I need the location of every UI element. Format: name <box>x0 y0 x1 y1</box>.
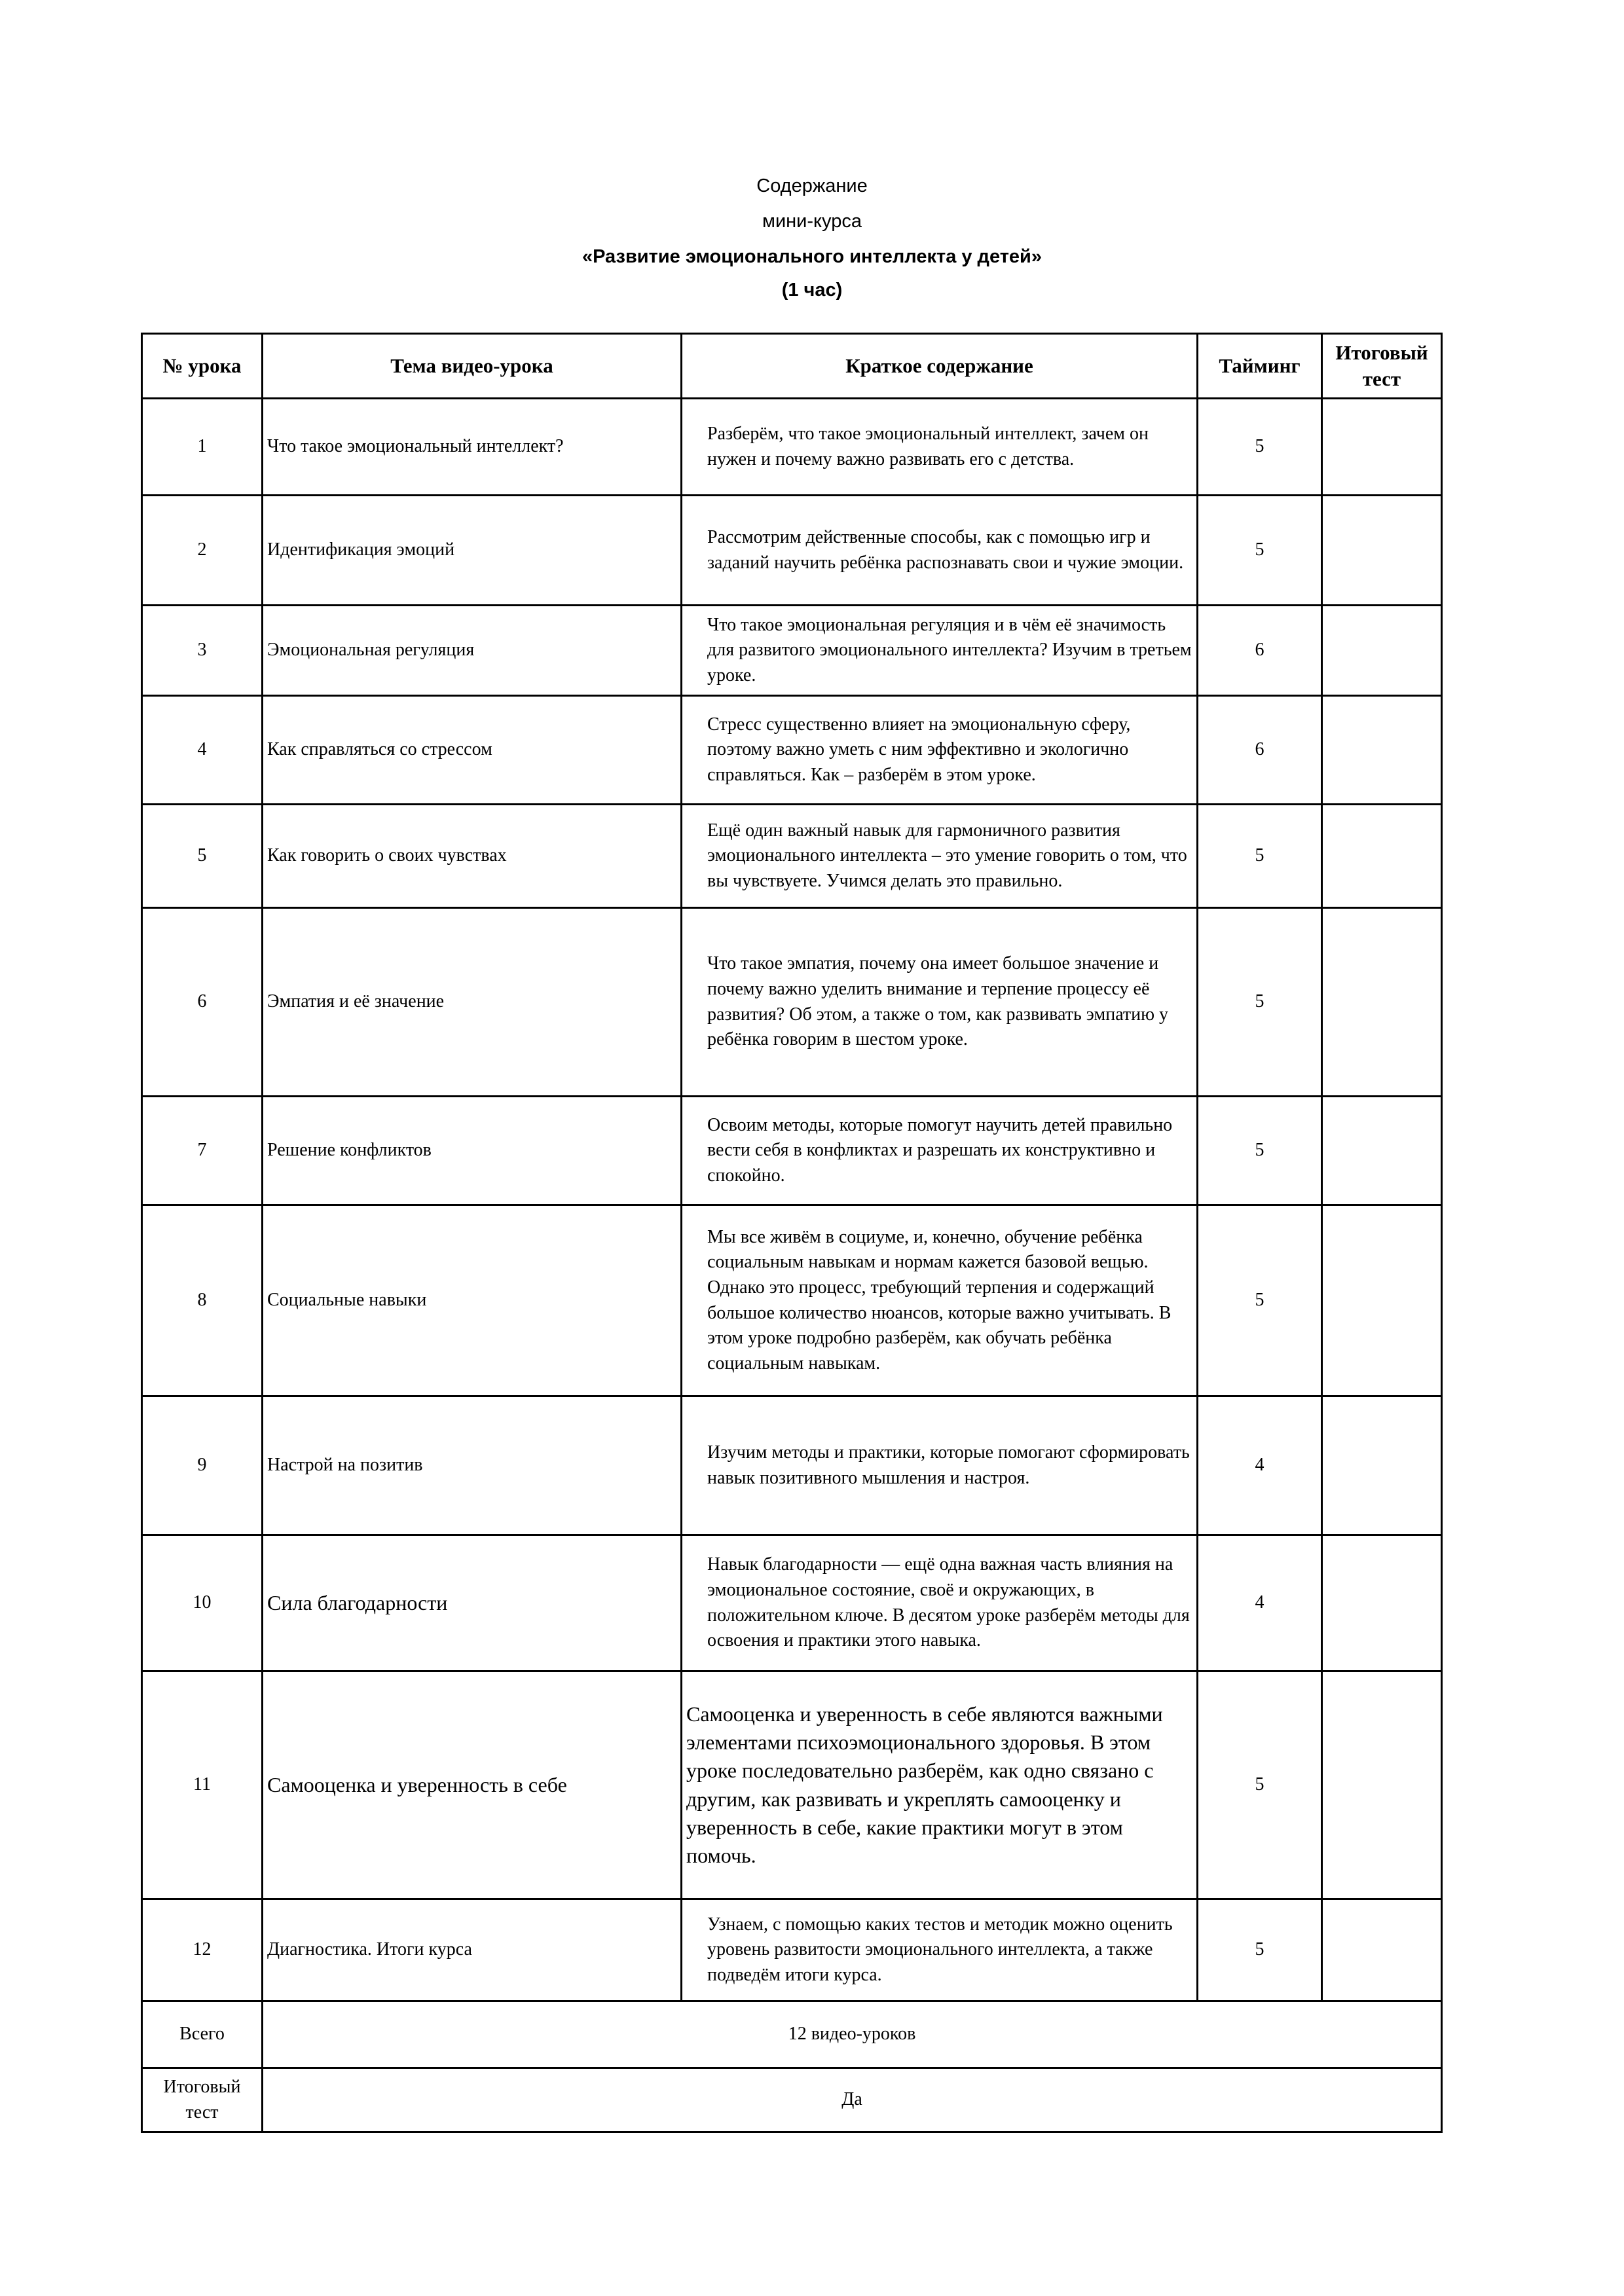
lesson-number: 12 <box>142 1899 263 2001</box>
lesson-final-test <box>1322 606 1442 696</box>
lesson-timing: 5 <box>1198 1097 1322 1205</box>
lesson-topic: Эмоциональная регуляция <box>263 606 682 696</box>
final-test-row <box>142 2068 1442 2132</box>
lesson-number: 11 <box>142 1671 263 1899</box>
lesson-timing: 5 <box>1198 496 1322 606</box>
lesson-description: Разберём, что такое эмоциональный интеллект, зачем он нужен и почему важно развивать его с детства. <box>682 399 1198 496</box>
lesson-description: Стресс существенно влияет на эмоциональную сферу, поэтому важно уметь с ним эффективно и экологично справляться. Как – разберём в этом уроке. <box>682 696 1198 805</box>
lesson-number: 4 <box>142 696 263 805</box>
lesson-topic: Настрой на позитив <box>263 1396 682 1535</box>
lesson-timing: 5 <box>1198 1205 1322 1396</box>
lesson-topic: Как говорить о своих чувствах <box>263 805 682 908</box>
lesson-final-test <box>1322 1396 1442 1535</box>
table-row <box>142 496 1442 606</box>
lesson-final-test <box>1322 696 1442 805</box>
table-row <box>142 696 1442 805</box>
page-title-line-2: мини-курса <box>762 211 862 232</box>
lesson-timing: 6 <box>1198 696 1322 805</box>
lesson-description: Рассмотрим действенные способы, как с помощью игр и заданий научить ребёнка распознавать свои и чужие эмоции. <box>682 496 1198 606</box>
lesson-number: 7 <box>142 1097 263 1205</box>
lesson-topic: Идентификация эмоций <box>263 496 682 606</box>
lesson-number: 6 <box>142 908 263 1097</box>
total-row <box>142 2001 1442 2068</box>
lesson-number: 2 <box>142 496 263 606</box>
course-duration: (1 час) <box>781 280 843 301</box>
lesson-topic: Что такое эмоциональный интеллект? <box>263 399 682 496</box>
table-row <box>142 908 1442 1097</box>
lesson-topic: Как справляться со стрессом <box>263 696 682 805</box>
column-header-number: № урока <box>142 334 263 399</box>
lesson-final-test <box>1322 399 1442 496</box>
lesson-description: Узнаем, с помощью каких тестов и методик можно оценить уровень развитости эмоционального интеллекта, а также подведём итоги курса. <box>682 1899 1198 2001</box>
lesson-timing: 5 <box>1198 1671 1322 1899</box>
lesson-description: Изучим методы и практики, которые помогают сформировать навык позитивного мышления и настроя. <box>682 1396 1198 1535</box>
table-row <box>142 606 1442 696</box>
course-title: «Развитие эмоционального интеллекта у детей» <box>581 246 1043 267</box>
lesson-number: 1 <box>142 399 263 496</box>
lesson-final-test <box>1322 805 1442 908</box>
lesson-number: 8 <box>142 1205 263 1396</box>
lesson-final-test <box>1322 1535 1442 1671</box>
lesson-topic: Эмпатия и её значение <box>263 908 682 1097</box>
lesson-description: Мы все живём в социуме, и, конечно, обучение ребёнка социальным навыкам и нормам кажется базовой вещью. Однако это процесс, требующий терпения и содержащий большое количество нюансов, которые важно учитывать. В этом уроке подробно разберём, как обучать ребёнка социальным навыкам. <box>682 1205 1198 1396</box>
final-test-label: Итоговый тест <box>142 2068 263 2132</box>
total-label: Всего <box>142 2001 263 2068</box>
lesson-timing: 5 <box>1198 1899 1322 2001</box>
lesson-description: Ещё один важный навык для гармоничного развития эмоционального интеллекта – это умение говорить о том, что вы чувствуете. Учимся делать это правильно. <box>682 805 1198 908</box>
lesson-timing: 5 <box>1198 399 1322 496</box>
lesson-topic: Социальные навыки <box>263 1205 682 1396</box>
lesson-description: Что такое эмоциональная регуляция и в чём её значимость для развитого эмоционального интеллекта? Изучим в третьем уроке. <box>682 606 1198 696</box>
lesson-topic: Диагностика. Итоги курса <box>263 1899 682 2001</box>
table-row <box>142 805 1442 908</box>
lesson-final-test <box>1322 496 1442 606</box>
table-row <box>142 1396 1442 1535</box>
lesson-timing: 4 <box>1198 1535 1322 1671</box>
column-header-final-test: Итоговый тест <box>1322 334 1442 399</box>
lesson-topic: Решение конфликтов <box>263 1097 682 1205</box>
lesson-final-test <box>1322 908 1442 1097</box>
page-title-line-1: Содержание <box>756 175 868 196</box>
table-row <box>142 1899 1442 2001</box>
lesson-number: 10 <box>142 1535 263 1671</box>
lesson-final-test <box>1322 1899 1442 2001</box>
lesson-number: 5 <box>142 805 263 908</box>
table-row <box>142 1671 1442 1899</box>
table-row <box>142 399 1442 496</box>
lesson-final-test <box>1322 1097 1442 1205</box>
lesson-topic: Сила благодарности <box>263 1535 682 1671</box>
course-table <box>141 333 1443 2133</box>
column-header-topic: Тема видео-урока <box>263 334 682 399</box>
table-row <box>142 1097 1442 1205</box>
lesson-description: Что такое эмпатия, почему она имеет большое значение и почему важно уделить внимание и терпение процессу её развития? Об этом, а также о том, как развивать эмпатию у ребёнка говорим в шестом уроке. <box>682 908 1198 1097</box>
lesson-timing: 5 <box>1198 908 1322 1097</box>
final-test-value: Да <box>263 2068 1442 2132</box>
column-header-timing: Тайминг <box>1198 334 1322 399</box>
table-row <box>142 1205 1442 1396</box>
lesson-description: Навык благодарности — ещё одна важная часть влияния на эмоциональное состояние, своё и окружающих, в положительном ключе. В десятом уроке разберём методы для освоения и практики этого навыка. <box>682 1535 1198 1671</box>
lesson-description: Освоим методы, которые помогут научить детей правильно вести себя в конфликтах и разрешать их конструктивно и спокойно. <box>682 1097 1198 1205</box>
lesson-timing: 6 <box>1198 606 1322 696</box>
lesson-description: Самооценка и уверенность в себе являются важными элементами психоэмоционального здоровья. В этом уроке последовательно разберём, как одно связано с другим, как развивать и укреплять самооценку и уверенность в себе, какие практики могут в этом помочь. <box>682 1671 1198 1899</box>
lesson-final-test <box>1322 1671 1442 1899</box>
lesson-timing: 5 <box>1198 805 1322 908</box>
lesson-final-test <box>1322 1205 1442 1396</box>
lesson-timing: 4 <box>1198 1396 1322 1535</box>
table-row <box>142 1535 1442 1671</box>
lesson-number: 9 <box>142 1396 263 1535</box>
column-header-description: Краткое содержание <box>682 334 1198 399</box>
table-header-row <box>142 334 1442 399</box>
lesson-topic: Самооценка и уверенность в себе <box>263 1671 682 1899</box>
total-value: 12 видео-уроков <box>263 2001 1442 2068</box>
lesson-number: 3 <box>142 606 263 696</box>
